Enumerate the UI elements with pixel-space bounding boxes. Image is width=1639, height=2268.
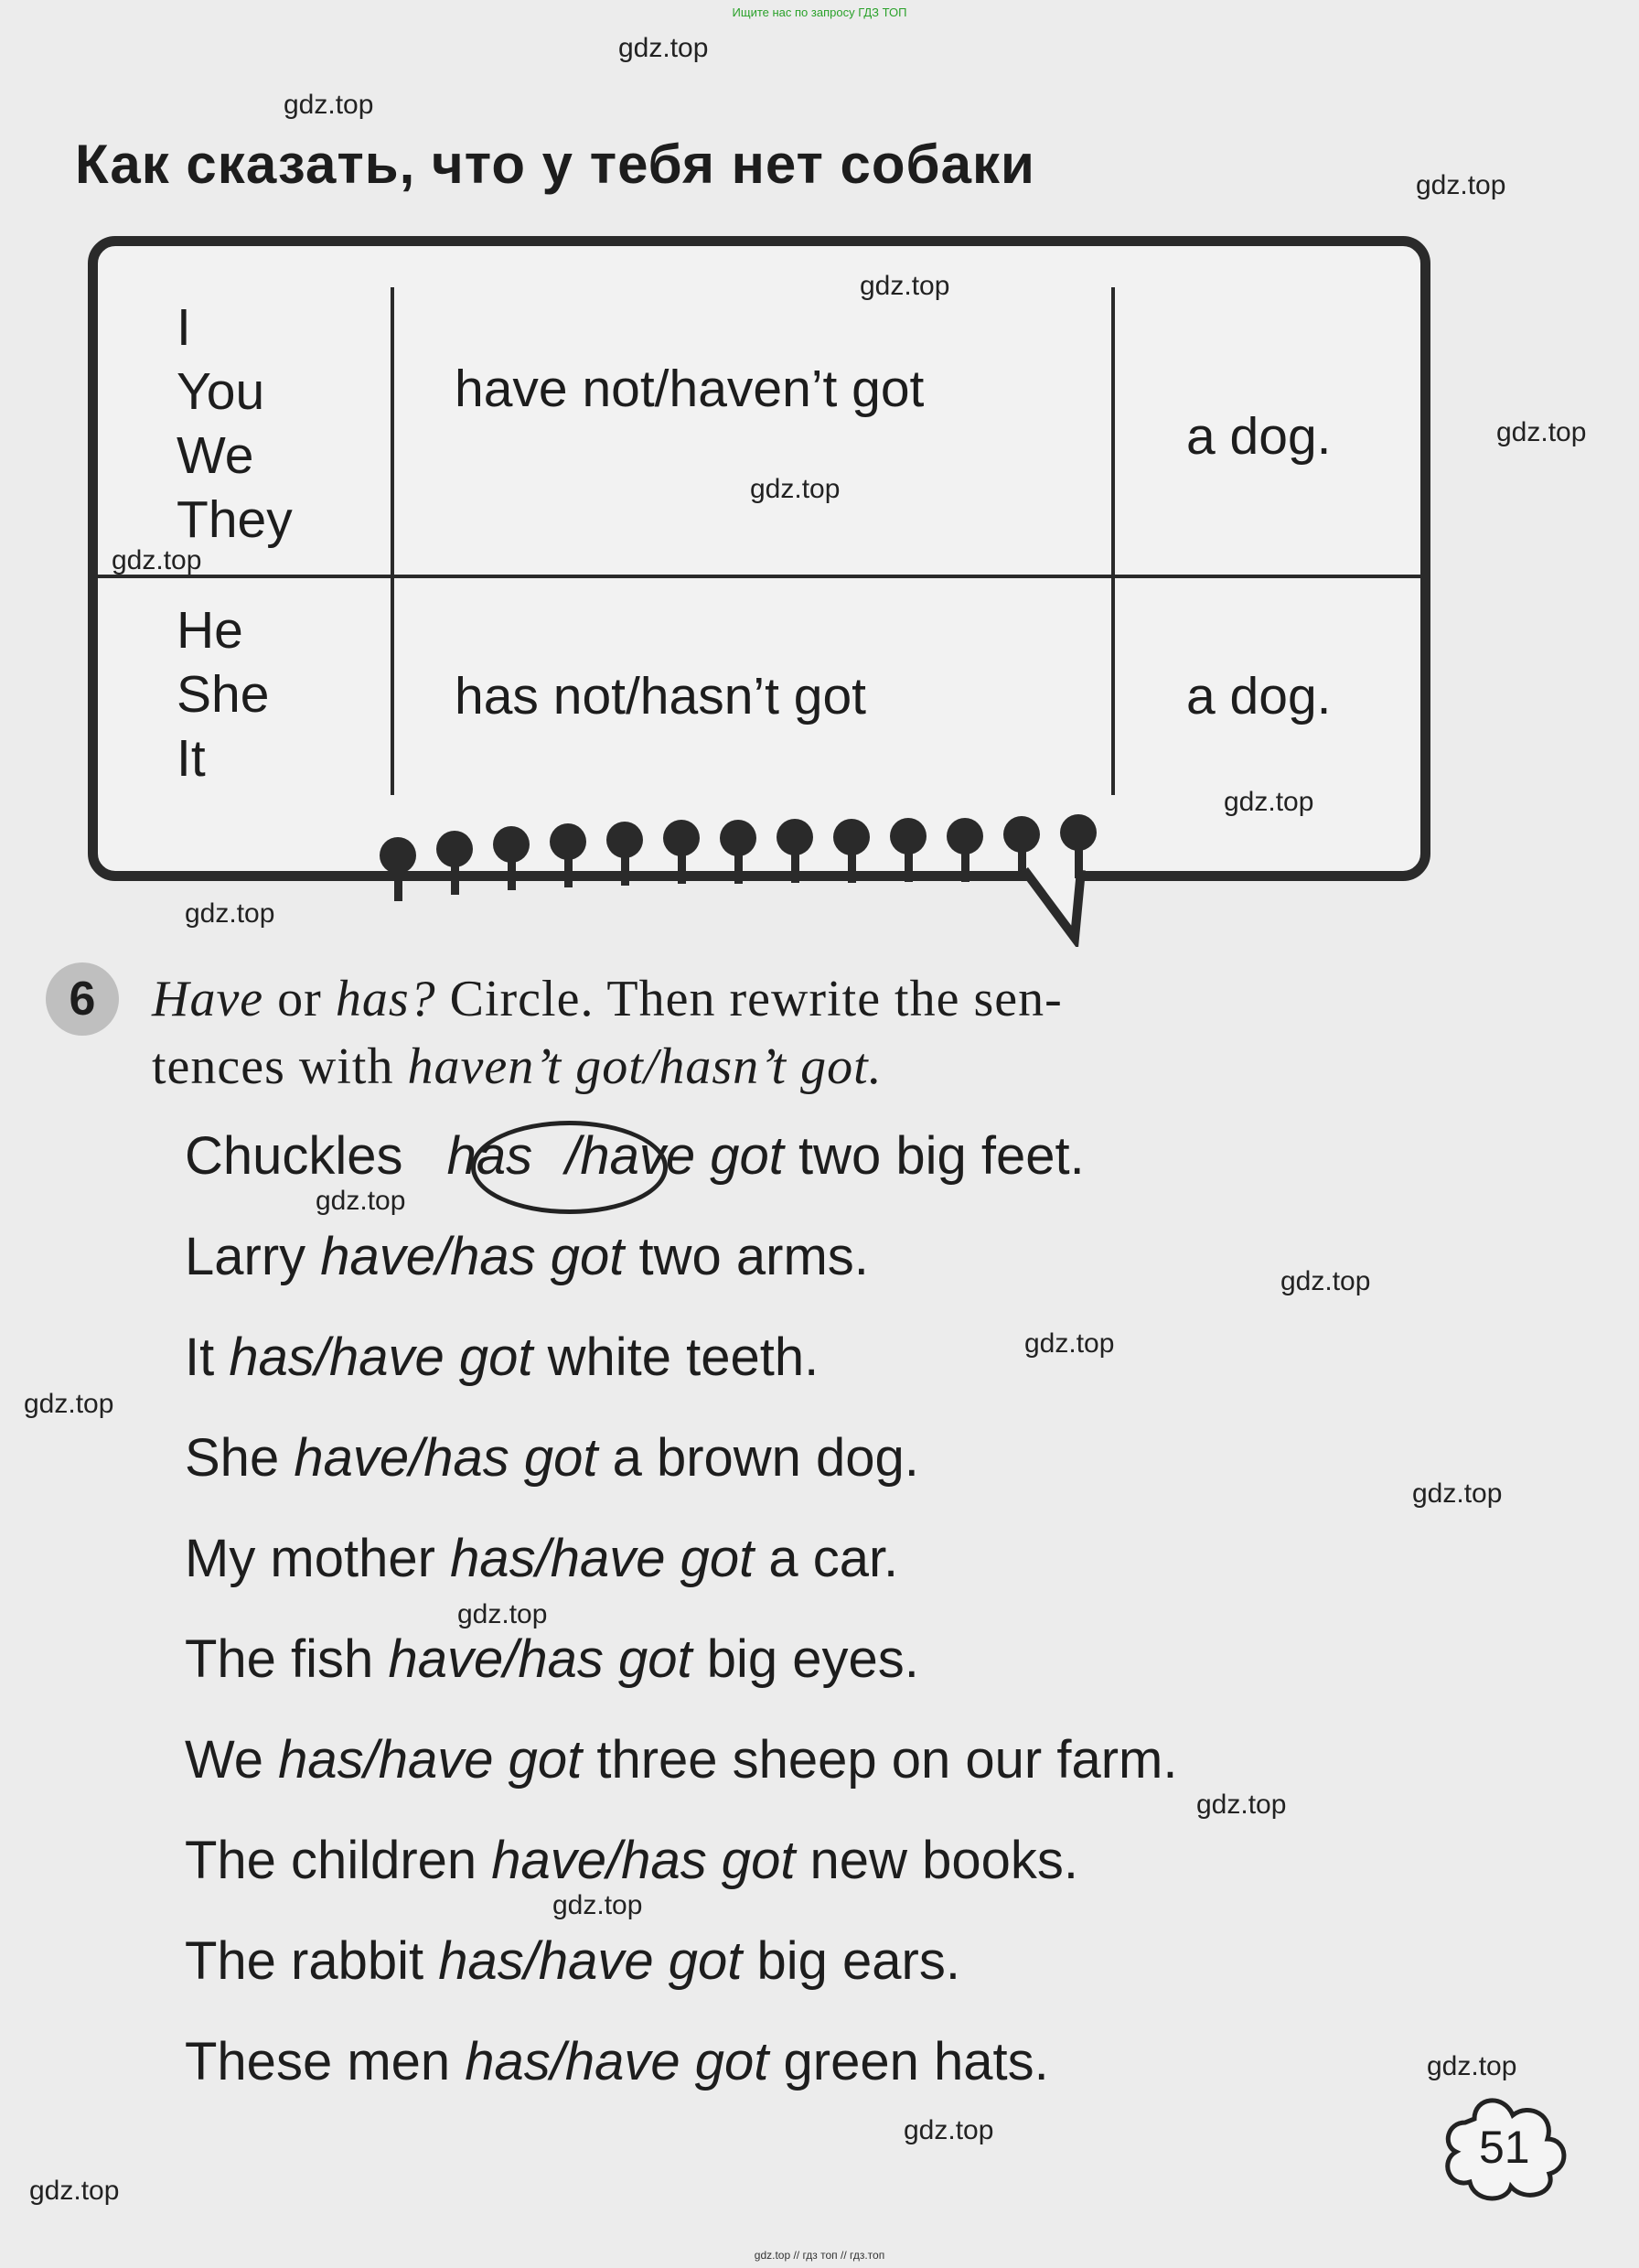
watermark: gdz.top — [750, 474, 841, 504]
top-banner: Ищите нас по запросу ГДЗ ТОП — [732, 5, 907, 19]
circled-answer — [471, 1121, 668, 1214]
pronoun: We — [177, 426, 254, 485]
watermark: gdz.top — [185, 898, 275, 929]
watermark: gdz.top — [112, 545, 202, 575]
exercise-instruction-line2: tences with haven’t got/hasn’t got. — [152, 1038, 883, 1095]
watermark: gdz.top — [29, 2176, 120, 2206]
watermark: gdz.top — [552, 1890, 643, 1920]
page-number: 51 — [1479, 2122, 1530, 2173]
watermark: gdz.top — [1024, 1328, 1115, 1359]
watermark: gdz.top — [284, 90, 374, 120]
row-divider — [98, 575, 1420, 578]
grammar-table — [88, 236, 1430, 881]
page-number-badge — [1438, 2086, 1575, 2209]
watermark: gdz.top — [1224, 787, 1314, 817]
watermark: gdz.top — [1280, 1266, 1371, 1296]
watermark: gdz.top — [618, 33, 709, 63]
speech-bubble-tail — [1024, 865, 1107, 947]
pronoun: You — [177, 362, 265, 421]
pronoun: It — [177, 729, 206, 788]
row2-pronouns — [177, 598, 269, 790]
watermark: gdz.top — [1412, 1478, 1503, 1509]
row2-verb: has not/hasn’t got — [455, 667, 866, 726]
row1-verb: have not/haven’t got — [455, 360, 925, 418]
watermark: gdz.top — [1427, 2051, 1517, 2081]
column-divider-1 — [391, 287, 394, 795]
row2-object: a dog. — [1186, 667, 1332, 726]
exercise-number: 6 — [46, 962, 119, 1036]
watermark: gdz.top — [1416, 170, 1506, 200]
row1-object: a dog. — [1186, 407, 1332, 466]
exercise-instruction-line1: Have or has? Circle. Then rewrite the sen- — [152, 971, 1063, 1027]
column-divider-2 — [1111, 287, 1115, 795]
watermark: gdz.top — [860, 271, 950, 301]
page-heading: Как сказать, что у тебя нет собаки — [75, 134, 1035, 195]
watermark: gdz.top — [1496, 417, 1587, 447]
pronoun: He — [177, 601, 243, 660]
pronoun: She — [177, 665, 270, 724]
watermark: gdz.top — [457, 1599, 548, 1629]
watermark: gdz.top — [904, 2115, 994, 2145]
watermark: gdz.top — [316, 1186, 406, 1216]
row1-pronouns — [177, 296, 293, 552]
pronoun: I — [177, 298, 191, 357]
pronoun: They — [177, 490, 293, 549]
bottom-banner: gdz.top // гдз топ // гдз.топ — [754, 2249, 885, 2262]
watermark: gdz.top — [1196, 1790, 1287, 1820]
watermark: gdz.top — [24, 1389, 114, 1419]
